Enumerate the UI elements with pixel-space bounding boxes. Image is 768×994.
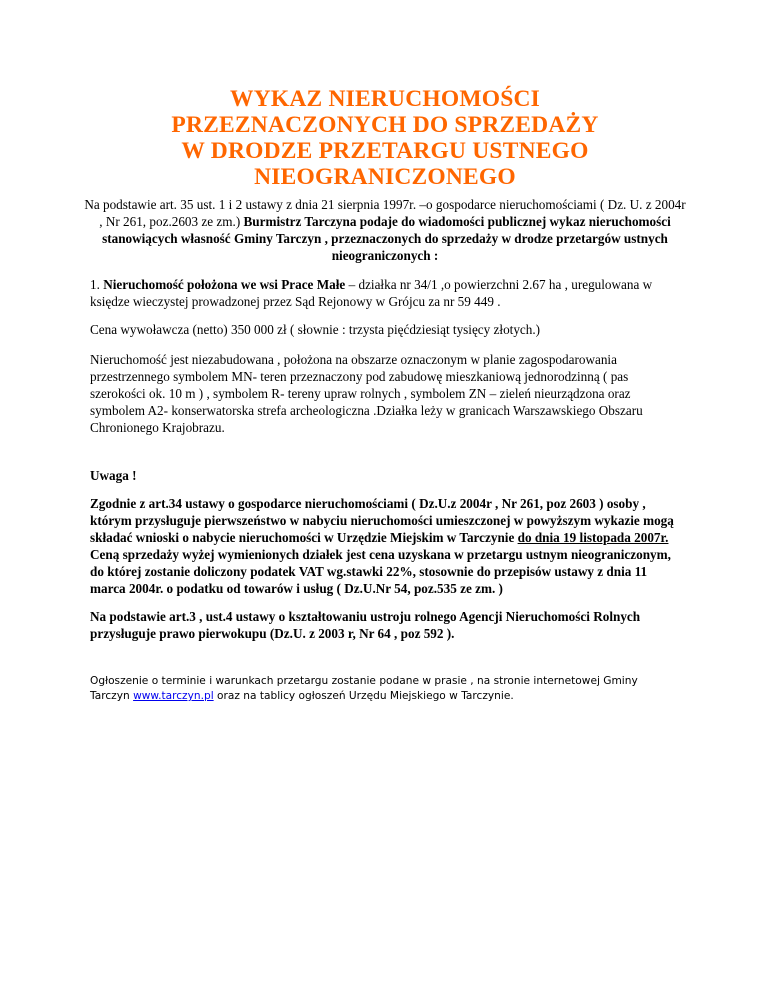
- website-link[interactable]: www.tarczyn.pl: [133, 690, 214, 702]
- property-description: Nieruchomość jest niezabudowana , położona na obszarze oznaczonym w planie zagospodarowania przestrzennego symbolem MN- teren przeznaczony pod zabudowę mieszkaniową jednorodzinną ( pas szerokości ok. 10 m ) , symbolem R- tereny upraw rolnych , symbolem ZN – zieleń nieurządzona oraz symbolem A2- konserwatorska strefa archeologiczna .Działka leży w granicach Warszawskiego Obszaru Chronionego Krajobrazu.: [90, 352, 643, 435]
- legal-basis-intro: [82, 196, 688, 264]
- title-line-3: W DRODZE PRZETARGU USTNEGO: [181, 138, 589, 164]
- document-title: [90, 86, 680, 190]
- notice-part-1: Zgodnie z art.34 ustawy o gospodarce nieruchomościami ( Dz.U.z 2004r , Nr 261, poz 2603 ) osoby , którym przysługuje pierwszeństwo w nabyciu nieruchomości umieszczonej w powyższym wykazie mogą składać wnioski o nabycie nieruchomości w Urzędzie Miejskim w Tarczynie: [90, 496, 674, 545]
- title-line-1: WYKAZ NIERUCHOMOŚCI: [230, 86, 540, 112]
- footer-text-1: Ogłoszenie o terminie i warunkach przetargu zostanie podane w prasie , na stronie internetowej Gminy Tarczyn: [90, 675, 638, 702]
- item-heading: Nieruchomość położona we wsi Prace Małe: [103, 277, 346, 292]
- notice-part-2: Ceną sprzedaży wyżej wymienionych działek jest cena uzyskana w przetargu ustnym nieograniczonym, do której zostanie doliczony podatek VAT wg.stawki 22%, stosownie do przepisów ustawy z dnia 11 marca 2004r. o podatku od towarów i usług ( Dz.U.Nr 54, poz.535 ze zm. ): [90, 547, 671, 596]
- item-number: 1.: [90, 277, 104, 292]
- document-page: [84, 0, 686, 704]
- starting-price: Cena wywoławcza (netto) 350 000 zł ( słownie : trzysta pięćdziesiąt tysięcy złotych.): [90, 322, 541, 337]
- intro-text: Na podstawie art. 35 ust. 1 i 2 ustawy z dnia 21 sierpnia 1997r. –o gospodarce nieruchomościami ( Dz. U. z 2004r , Nr 261, poz.2603 ze zm.): [84, 197, 686, 229]
- intro-mayor-statement: Burmistrz Tarczyna podaje do wiadomości publicznej wykaz nieruchomości stanowiących własność Gminy Tarczyn , przeznaczonych do sprzedaży w drodze przetargów ustnych nieograniczonych :: [102, 214, 671, 263]
- item-details: – działka nr 34/1 ,o powierzchni 2.67 ha , uregulowana w księdze wieczystej prowadzonej przez Sąd Rejonowy w Grójcu za nr 59 449 .: [90, 277, 653, 309]
- footer-announcement: [90, 674, 680, 704]
- notice-deadline: do dnia 19 listopada 2007r.: [517, 530, 669, 545]
- title-line-2: PRZEZNACZONYCH DO SPRZEDAŻY: [171, 112, 599, 138]
- notice-text: [90, 495, 680, 597]
- notice-heading: Uwaga !: [90, 468, 137, 483]
- footer-text-2: oraz na tablicy ogłoszeń Urzędu Miejskiego w Tarczynie.: [213, 690, 514, 702]
- preemption-right: Na podstawie art.3 , ust.4 ustawy o kształtowaniu ustroju rolnego Agencji Nieruchomości Rolnych przysługuje prawo pierwokupu (Dz.U. z 2003 r, Nr 64 , poz 592 ).: [90, 609, 641, 641]
- title-line-4: NIEOGRANICZONEGO: [254, 164, 516, 190]
- property-item-1: [90, 276, 680, 310]
